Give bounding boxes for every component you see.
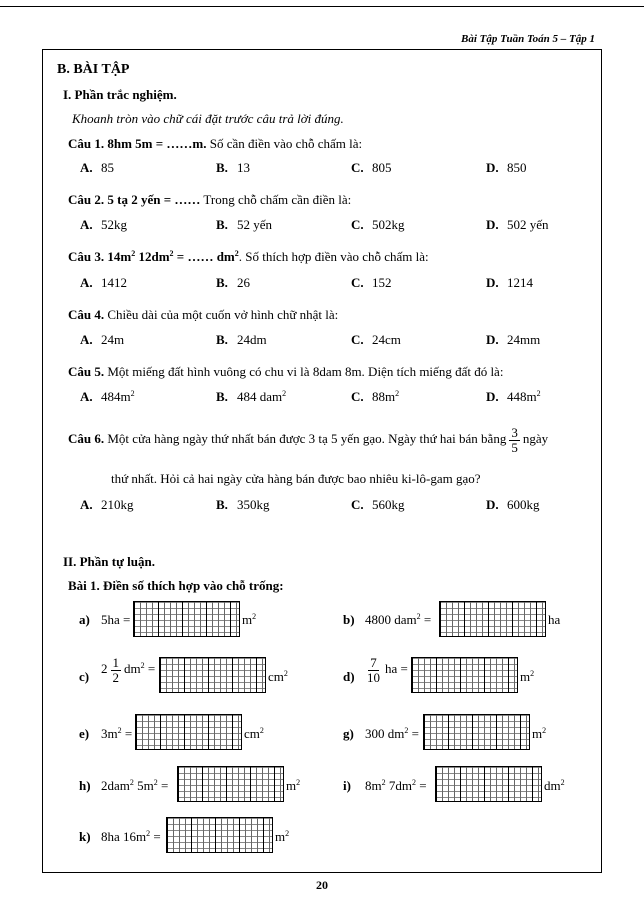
q5-letter-b: B.: [216, 389, 228, 404]
answer-grid-k[interactable]: [166, 817, 273, 853]
q3-answer-d: 1214: [507, 275, 533, 290]
page-number: 20: [316, 878, 328, 892]
ex-c-expr: 2 $\frac{1}{2}$ $dm^2$ =: [101, 655, 156, 685]
q2-answer-b: 52 yến: [237, 217, 273, 232]
ex-k-expr: 8ha $16m^2$ =: [101, 829, 161, 844]
part2-title: II. Phần tự luận.: [63, 554, 155, 569]
ex-d-label: d): [343, 669, 355, 684]
ex-h-label: h): [79, 778, 91, 793]
answer-grid-g[interactable]: [423, 714, 530, 750]
ex-g-expr: 300 $dm^2$ =: [365, 726, 419, 741]
ex-k-label: k): [79, 829, 91, 844]
q6-letter-a: A.: [80, 497, 93, 512]
q6-answer-c: 560kg: [372, 497, 405, 512]
ex-g-label: g): [343, 726, 354, 741]
q4-answer-c: 24cm: [372, 332, 401, 347]
ex-i-label: i): [343, 778, 351, 793]
ex-e-expr: $3m^2$ =: [101, 726, 133, 741]
ex-k-unit: $m^2$: [275, 829, 290, 844]
q6-letter-d: D.: [486, 497, 499, 512]
answer-grid-i[interactable]: [435, 766, 542, 802]
q1-letter-b: B.: [216, 160, 228, 175]
q2-answer-d: 502 yến: [507, 217, 549, 232]
q5-answer-b: 484 dam$^2$: [237, 389, 287, 404]
q6-fraction: $\frac{3}{5}$: [511, 425, 518, 455]
q3-answer-b: 26: [237, 275, 250, 290]
ex-g-unit: $m^2$: [532, 726, 547, 741]
page-header: Bài Tập Tuần Toán 5 – Tập 1: [461, 33, 595, 45]
q1-answer-b: 13: [237, 160, 250, 175]
q4-answer-b: 24dm: [237, 332, 267, 347]
q1-letter-d: D.: [486, 160, 499, 175]
section-title: B. BÀI TẬP: [57, 62, 130, 77]
q3-letter-a: A.: [80, 275, 93, 290]
answer-grid-h[interactable]: [177, 766, 284, 802]
instruction: Khoanh tròn vào chữ cái đặt trước câu trả lời đúng.: [72, 111, 344, 126]
q5-answer-c: $88m^2$: [372, 389, 400, 404]
q5-letter-a: A.: [80, 389, 93, 404]
ex-d-expr: $\frac{7}{10}$ ha =: [367, 655, 408, 685]
ex-h-expr: 2dam$^2$ $5m^2$ =: [101, 778, 169, 793]
q3-answer-c: 152: [372, 275, 392, 290]
ex-e-unit: $cm^2$: [244, 726, 264, 741]
q3-letter-c: C.: [351, 275, 364, 290]
q1-answer-a: 85: [101, 160, 114, 175]
ex-a-unit: $m^2$: [242, 612, 257, 627]
q2-answer-c: 502kg: [372, 217, 405, 232]
q1-answer-d: 850: [507, 160, 527, 175]
ex-i-expr: $8m^2$ $7dm^2$ =: [365, 778, 427, 793]
q2-answer-a: 52kg: [101, 217, 127, 232]
ex-d-unit: $m^2$: [520, 669, 535, 684]
q5-letter-c: C.: [351, 389, 364, 404]
bai1-title: Bài 1. Điền số thích hợp vào chỗ trống:: [68, 578, 284, 593]
question-6-line2: thứ nhất. Hỏi cả hai ngày cửa hàng bán được bao nhiêu ki-lô-gam gạo?: [111, 471, 481, 486]
q1-letter-c: C.: [351, 160, 364, 175]
ex-b-expr: 4800 dam$^2$ =: [365, 612, 432, 627]
top-rule: [0, 6, 644, 7]
ex-a-expr: 5ha =: [101, 612, 131, 627]
question-3: Câu 3. $14m^2$ $12dm^2$ = …… $dm^2$. Số thích hợp điền vào chỗ chấm là:: [68, 249, 429, 264]
q6-letter-b: B.: [216, 497, 228, 512]
question-5: Câu 5. Một miếng đất hình vuông có chu vi là 8dam 8m. Diện tích miếng đất đó là:: [68, 364, 504, 379]
ex-c-unit: $cm^2$: [268, 669, 288, 684]
ex-a-label: a): [79, 612, 90, 627]
answer-grid-d[interactable]: [411, 657, 518, 693]
q4-answer-d: 24mm: [507, 332, 541, 347]
ex-b-label: b): [343, 612, 355, 627]
q6-answer-b: 350kg: [237, 497, 270, 512]
part1-title: I. Phần trắc nghiệm.: [63, 87, 177, 102]
answer-grid-b[interactable]: [439, 601, 546, 637]
q2-letter-d: D.: [486, 217, 499, 232]
q4-letter-b: B.: [216, 332, 228, 347]
ex-e-label: e): [79, 726, 90, 741]
q3-answer-a: 1412: [101, 275, 127, 290]
q3-letter-d: D.: [486, 275, 499, 290]
q4-letter-a: A.: [80, 332, 93, 347]
answer-grid-e[interactable]: [135, 714, 242, 750]
question-6: Câu 6. Một cửa hàng ngày thứ nhất bán được 3 tạ 5 yến gạo. Ngày thứ hai bán bằng $\frac{3}{5}$ ngày: [68, 425, 549, 455]
question-2: Câu 2. 5 tạ 2 yến = …… Trong chỗ chấm cần điền là:: [68, 192, 352, 207]
question-1: Câu 1. 8hm 5m = ……m. Số cần điền vào chỗ chấm là:: [68, 136, 363, 151]
q6-answer-d: 600kg: [507, 497, 540, 512]
q1-answer-c: 805: [372, 160, 392, 175]
q6-letter-c: C.: [351, 497, 364, 512]
ex-c-label: c): [79, 669, 90, 684]
q5-answer-d: $448m^2$: [507, 389, 541, 404]
q2-letter-a: A.: [80, 217, 93, 232]
ex-h-unit: $m^2$: [286, 778, 301, 793]
q6-answer-a: 210kg: [101, 497, 134, 512]
ex-b-unit: ha: [548, 612, 561, 627]
answer-grid-a[interactable]: [133, 601, 240, 637]
q2-letter-c: C.: [351, 217, 364, 232]
q5-letter-d: D.: [486, 389, 499, 404]
q2-letter-b: B.: [216, 217, 228, 232]
answer-grid-c[interactable]: [159, 657, 266, 693]
q4-answer-a: 24m: [101, 332, 125, 347]
question-4: Câu 4. Chiều dài của một cuốn vở hình chữ nhật là:: [68, 307, 339, 322]
q4-letter-d: D.: [486, 332, 499, 347]
ex-i-unit: $dm^2$: [544, 778, 565, 793]
q5-answer-a: $484m^2$: [101, 389, 135, 404]
q3-letter-b: B.: [216, 275, 228, 290]
q1-letter-a: A.: [80, 160, 93, 175]
q4-letter-c: C.: [351, 332, 364, 347]
